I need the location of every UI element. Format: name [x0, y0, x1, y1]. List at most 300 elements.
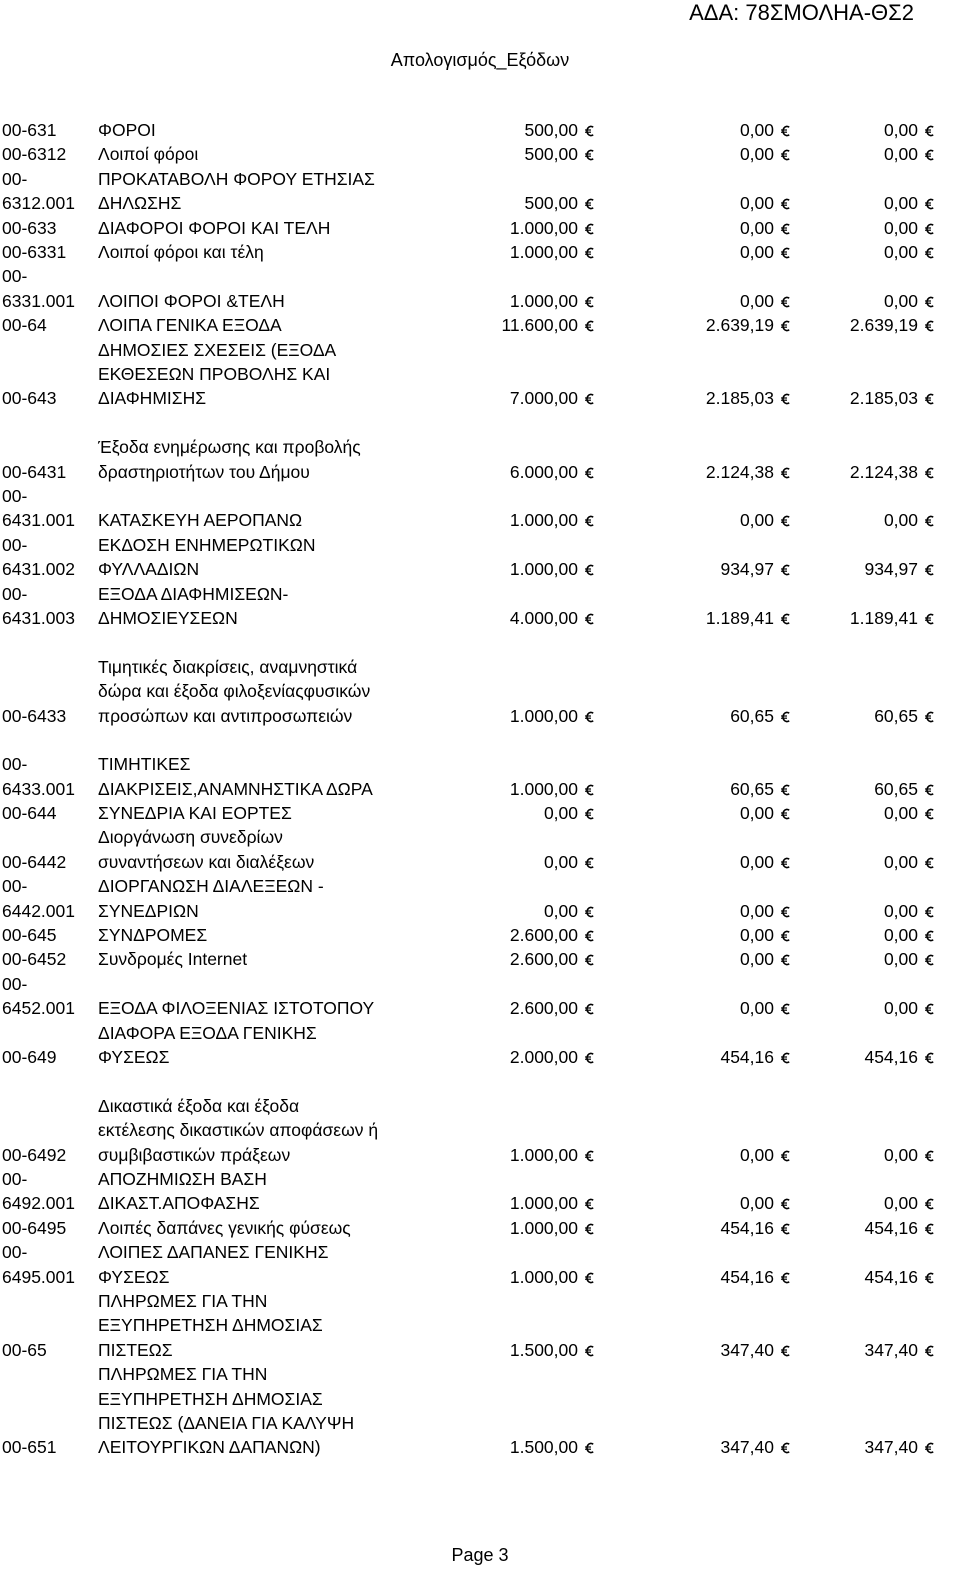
account-code: 00-645 [2, 925, 57, 946]
commitment-amount: 454,16 [720, 1217, 774, 1238]
paid-amount: 454,16 [864, 1047, 918, 1068]
paid-amount-cell [774, 289, 934, 313]
account-description: συναντήσεων και διαλέξεων [98, 851, 315, 872]
commitment-amount-cell [630, 142, 790, 166]
account-code: 00-643 [2, 388, 57, 409]
commitment-amount: 0,00 [739, 241, 774, 262]
euro-sign-icon [925, 217, 934, 229]
paid-amount: 0,00 [883, 120, 918, 140]
budget-amount-cell [434, 557, 594, 581]
paid-amount: 0,00 [883, 803, 918, 824]
euro-sign-icon [585, 217, 594, 229]
euro-sign-icon [925, 900, 934, 912]
table-row [0, 142, 960, 166]
commitment-amount-cell [630, 313, 790, 337]
budget-amount: 2.600,00 [509, 998, 578, 1019]
budget-amount: 1.000,00 [509, 217, 578, 238]
budget-amount-cell [434, 1191, 594, 1215]
account-description: Τιμητικές διακρίσεις, αναμνηστικά [98, 656, 358, 677]
account-description: ΛΟΙΠΟΙ ΦΟΡΟΙ &ΤΕΛΗ [98, 290, 285, 311]
commitment-amount-cell [630, 240, 790, 264]
euro-sign-icon [585, 1266, 594, 1278]
euro-sign-icon [925, 558, 934, 570]
commitment-amount-cell [630, 289, 790, 313]
table-row [0, 972, 960, 1021]
budget-amount: 0,00 [543, 851, 578, 872]
euro-sign-icon [585, 948, 594, 960]
table-row [0, 874, 960, 923]
commitment-amount-cell [630, 1265, 790, 1289]
account-description: ΛΟΙΠΑ ΓΕΝΙΚΑ ΕΞΟΔΑ [98, 315, 282, 336]
commitment-amount: 0,00 [739, 193, 774, 214]
budget-amount: 2.600,00 [509, 925, 578, 946]
commitment-amount-cell [630, 1045, 790, 1069]
commitment-amount-cell [630, 923, 790, 947]
paid-amount-cell [774, 313, 934, 337]
budget-amount: 500,00 [524, 144, 578, 165]
account-description: ΕΞΥΠΗΡΕΤΗΣΗ ΔΗΜΟΣΙΑΣ [98, 1315, 323, 1336]
commitment-amount: 0,00 [739, 1144, 774, 1165]
account-code: 00-6492 [2, 1144, 67, 1165]
budget-amount-cell [434, 996, 594, 1020]
account-description: Συνδρομές Internet [98, 949, 248, 970]
page-title: Απολογισμός_Εξόδων [390, 50, 570, 70]
paid-amount: 2.124,38 [849, 461, 918, 482]
paid-amount: 0,00 [883, 217, 918, 238]
budget-amount: 1.000,00 [509, 705, 578, 726]
euro-sign-icon [925, 778, 934, 790]
commitment-amount-cell [630, 704, 790, 728]
table-row [0, 484, 960, 533]
account-description: ΦΟΡΟΙ [98, 120, 156, 140]
euro-sign-icon [925, 802, 934, 814]
euro-sign-icon [925, 290, 934, 302]
budget-amount: 1.000,00 [509, 1217, 578, 1238]
table-row [0, 216, 960, 240]
account-code: 00-64 [2, 315, 47, 336]
paid-amount: 0,00 [883, 193, 918, 214]
paid-amount: 0,00 [883, 851, 918, 872]
paid-amount-cell [774, 191, 934, 215]
table-row [0, 923, 960, 947]
budget-amount: 1.000,00 [509, 1266, 578, 1287]
account-code: 6431.003 [2, 607, 75, 628]
commitment-amount-cell [630, 557, 790, 581]
commitment-amount-cell [630, 460, 790, 484]
budget-amount: 1.500,00 [509, 1339, 578, 1360]
commitment-amount-cell [630, 996, 790, 1020]
paid-amount-cell [774, 508, 934, 532]
account-description: ΛΟΙΠΕΣ ΔΑΠΑΝΕΣ ΓΕΝΙΚΗΣ [98, 1242, 329, 1263]
account-code: 00- [2, 754, 28, 775]
euro-sign-icon [585, 607, 594, 619]
euro-sign-icon [925, 1217, 934, 1229]
euro-sign-icon [585, 997, 594, 1009]
paid-amount-cell [774, 1338, 934, 1362]
paid-amount: 0,00 [883, 1144, 918, 1165]
account-description: ΚΑΤΑΣΚΕΥΗ ΑΕΡΟΠΑΝΩ [98, 510, 303, 531]
account-description: ΠΛΗΡΩΜΕΣ ΓΙΑ ΤΗΝ [98, 1291, 268, 1312]
paid-amount-cell [774, 118, 934, 142]
paid-amount: 0,00 [883, 998, 918, 1019]
budget-amount: 1.000,00 [509, 1144, 578, 1165]
account-description: ΣΥΝΔΡΟΜΕΣ [98, 925, 208, 946]
euro-sign-icon [925, 851, 934, 863]
budget-amount-cell [434, 947, 594, 971]
account-description: ΔΗΜΟΣΙΕΥΣΕΩΝ [98, 607, 238, 628]
euro-sign-icon [585, 290, 594, 302]
expense-table [0, 118, 960, 1460]
page-number: Page 3 [451, 1545, 509, 1565]
euro-sign-icon [925, 314, 934, 326]
paid-amount-cell [774, 996, 934, 1020]
table-row [0, 1216, 960, 1240]
euro-sign-icon [925, 387, 934, 399]
account-code: 6431.001 [2, 510, 75, 531]
paid-amount: 0,00 [883, 1193, 918, 1214]
paid-amount-cell [774, 142, 934, 166]
account-code: 00-649 [2, 1047, 57, 1068]
budget-amount: 1.000,00 [509, 510, 578, 531]
paid-amount: 347,40 [864, 1437, 918, 1458]
account-description: ΠΙΣΤΕΩΣ (ΔΑΝΕΙΑ ΓΙΑ ΚΑΛΥΨΗ [98, 1413, 355, 1434]
commitment-amount-cell [630, 899, 790, 923]
account-description: Δικαστικά έξοδα και έξοδα [98, 1095, 300, 1116]
account-code: 6495.001 [2, 1266, 75, 1287]
paid-amount-cell [774, 1143, 934, 1167]
account-description: Λοιποί φόροι και τέλη [98, 241, 264, 262]
account-description: ΔΙΑΚΡΙΣΕΙΣ,ΑΝΑΜΝΗΣΤΙΚΑ ΔΩΡΑ [98, 778, 373, 799]
table-row [0, 1362, 960, 1460]
commitment-amount: 0,00 [739, 925, 774, 946]
account-description: ΕΞΟΔΑ ΦΙΛΟΞΕΝΙΑΣ ΙΣΤΟΤΟΠΟΥ [98, 998, 375, 1019]
budget-amount-cell [434, 386, 594, 410]
account-description: ΔΗΛΩΣΗΣ [98, 193, 182, 214]
euro-sign-icon [585, 387, 594, 399]
commitment-amount: 0,00 [739, 900, 774, 921]
account-description: προσώπων και αντιπροσωπειών [98, 705, 353, 726]
account-code: 00-6495 [2, 1217, 67, 1238]
euro-sign-icon [585, 1436, 594, 1448]
commitment-amount: 454,16 [720, 1047, 774, 1068]
account-description: ΠΡΟΚΑΤΑΒΟΛΗ ΦΟΡΟΥ ΕΤΗΣΙΑΣ [98, 168, 375, 189]
commitment-amount-cell [630, 118, 790, 142]
paid-amount: 0,00 [883, 241, 918, 262]
budget-amount: 1.500,00 [509, 1437, 578, 1458]
table-row [0, 313, 960, 337]
budget-amount-cell [434, 923, 594, 947]
commitment-amount-cell [630, 1143, 790, 1167]
paid-amount-cell [774, 777, 934, 801]
commitment-amount-cell [630, 947, 790, 971]
commitment-amount: 347,40 [720, 1339, 774, 1360]
paid-amount: 0,00 [883, 510, 918, 531]
paid-amount-cell [774, 947, 934, 971]
paid-amount-cell [774, 1265, 934, 1289]
commitment-amount: 0,00 [739, 851, 774, 872]
budget-amount-cell [434, 1045, 594, 1069]
euro-sign-icon [585, 1339, 594, 1351]
budget-amount: 1.000,00 [509, 778, 578, 799]
table-row [0, 801, 960, 825]
euro-sign-icon [925, 607, 934, 619]
table-row [0, 1069, 960, 1167]
commitment-amount: 60,65 [730, 705, 774, 726]
commitment-amount: 0,00 [739, 1193, 774, 1214]
account-description: Λοιπές δαπάνες γενικής φύσεως [98, 1217, 351, 1238]
commitment-amount-cell [630, 1191, 790, 1215]
commitment-amount: 60,65 [730, 778, 774, 799]
budget-amount-cell [434, 1435, 594, 1459]
budget-amount-cell [434, 1216, 594, 1240]
paid-amount-cell [774, 240, 934, 264]
account-description: ΤΙΜΗΤΙΚΕΣ [98, 754, 191, 775]
account-description: ΔΙΑΦΗΜΙΣΗΣ [98, 388, 207, 409]
paid-amount: 0,00 [883, 144, 918, 165]
budget-amount-cell [434, 508, 594, 532]
euro-sign-icon [585, 192, 594, 204]
account-description: δώρα και έξοδα φιλοξενίαςφυσικών [98, 681, 371, 702]
paid-amount: 454,16 [864, 1266, 918, 1287]
budget-amount: 7.000,00 [509, 388, 578, 409]
euro-sign-icon [585, 509, 594, 521]
paid-amount: 347,40 [864, 1339, 918, 1360]
account-code: 6331.001 [2, 290, 75, 311]
budget-amount-cell [434, 899, 594, 923]
paid-amount-cell [774, 460, 934, 484]
euro-sign-icon [585, 705, 594, 717]
table-row [0, 825, 960, 874]
account-code: 00-644 [2, 803, 57, 824]
account-description: ΛΕΙΤΟΥΡΓΙΚΩΝ ΔΑΠΑΝΩΝ) [98, 1437, 321, 1458]
paid-amount: 0,00 [883, 949, 918, 970]
euro-sign-icon [925, 1266, 934, 1278]
commitment-amount: 0,00 [739, 510, 774, 531]
budget-amount-cell [434, 240, 594, 264]
euro-sign-icon [585, 314, 594, 326]
euro-sign-icon [925, 1192, 934, 1204]
budget-amount-cell [434, 313, 594, 337]
paid-amount-cell [774, 899, 934, 923]
account-description: ΣΥΝΕΔΡΙΩΝ [98, 900, 199, 921]
commitment-amount: 2.185,03 [705, 388, 774, 409]
account-code: 00-6312 [2, 144, 67, 165]
commitment-amount-cell [630, 386, 790, 410]
budget-amount-cell [434, 460, 594, 484]
euro-sign-icon [585, 241, 594, 253]
budget-amount-cell [434, 606, 594, 630]
account-code: 00- [2, 1169, 28, 1190]
paid-amount-cell [774, 704, 934, 728]
commitment-amount-cell [630, 1435, 790, 1459]
commitment-amount: 2.639,19 [705, 315, 774, 336]
account-code: 00- [2, 266, 28, 287]
paid-amount-cell [774, 606, 934, 630]
euro-sign-icon [585, 1144, 594, 1156]
commitment-amount: 2.124,38 [705, 461, 774, 482]
euro-sign-icon [585, 1192, 594, 1204]
table-row [0, 630, 960, 728]
paid-amount-cell [774, 216, 934, 240]
table-row [0, 118, 960, 142]
table-row [0, 240, 960, 264]
account-description: εκτέλεσης δικαστικών αποφάσεων ή [98, 1120, 379, 1141]
account-code: 6442.001 [2, 900, 75, 921]
budget-amount: 0,00 [543, 803, 578, 824]
table-row [0, 1289, 960, 1362]
account-code: 00-651 [2, 1437, 57, 1458]
account-description: ΔΙΑΦΟΡΑ ΕΞΟΔΑ ΓΕΝΙΚΗΣ [98, 1022, 317, 1043]
account-code: 00-6431 [2, 461, 67, 482]
account-description: ΦΥΣΕΩΣ [98, 1266, 170, 1287]
commitment-amount-cell [630, 850, 790, 874]
budget-amount-cell [434, 142, 594, 166]
euro-sign-icon [585, 558, 594, 570]
euro-sign-icon [925, 192, 934, 204]
commitment-amount-cell [630, 1216, 790, 1240]
account-description: ΣΥΝΕΔΡΙΑ ΚΑΙ ΕΟΡΤΕΣ [98, 803, 292, 824]
account-code: 00- [2, 583, 28, 604]
euro-sign-icon [585, 143, 594, 155]
account-code: 6433.001 [2, 778, 75, 799]
table-row [0, 947, 960, 971]
paid-amount: 934,97 [864, 559, 918, 580]
euro-sign-icon [925, 1436, 934, 1448]
account-description: ΦΥΣΕΩΣ [98, 1047, 170, 1068]
account-description: ΕΞΥΠΗΡΕΤΗΣΗ ΔΗΜΟΣΙΑΣ [98, 1388, 323, 1409]
budget-amount: 500,00 [524, 120, 578, 140]
account-code: 00-6331 [2, 241, 67, 262]
commitment-amount-cell [630, 191, 790, 215]
euro-sign-icon [585, 1217, 594, 1229]
budget-amount: 2.600,00 [509, 949, 578, 970]
account-description: ΔΙΚΑΣΤ.ΑΠΟΦΑΣΗΣ [98, 1193, 260, 1214]
table-row [0, 411, 960, 484]
commitment-amount: 347,40 [720, 1437, 774, 1458]
paid-amount: 2.639,19 [849, 315, 918, 336]
commitment-amount-cell [630, 801, 790, 825]
paid-amount-cell [774, 850, 934, 874]
account-code: 00- [2, 534, 28, 555]
budget-amount-cell [434, 1338, 594, 1362]
commitment-amount-cell [630, 216, 790, 240]
table-row [0, 533, 960, 582]
account-description: Λοιποί φόροι [98, 144, 199, 165]
euro-sign-icon [585, 924, 594, 936]
account-code: 6452.001 [2, 998, 75, 1019]
budget-amount-cell [434, 216, 594, 240]
budget-amount-cell [434, 1143, 594, 1167]
budget-amount-cell [434, 118, 594, 142]
paid-amount-cell [774, 1216, 934, 1240]
commitment-amount-cell [630, 1338, 790, 1362]
paid-amount-cell [774, 1435, 934, 1459]
commitment-amount: 934,97 [720, 559, 774, 580]
account-description: Έξοδα ενημέρωσης και προβολής [98, 437, 361, 458]
budget-amount-cell [434, 801, 594, 825]
account-description: ΠΙΣΤΕΩΣ [98, 1339, 173, 1360]
account-description: ΔΙΟΡΓΑΝΩΣΗ ΔΙΑΛΕΞΕΩΝ - [98, 876, 324, 897]
table-row [0, 1240, 960, 1289]
paid-amount: 454,16 [864, 1217, 918, 1238]
budget-amount-cell [434, 777, 594, 801]
budget-amount: 1.000,00 [509, 241, 578, 262]
commitment-amount-cell [630, 606, 790, 630]
commitment-amount-cell [630, 508, 790, 532]
paid-amount: 60,65 [874, 778, 918, 799]
table-row [0, 338, 960, 411]
euro-sign-icon [925, 1046, 934, 1058]
euro-sign-icon [585, 461, 594, 473]
euro-sign-icon [585, 1046, 594, 1058]
account-code: 00-6442 [2, 851, 67, 872]
account-description: ΔΙΑΦΟΡΟΙ ΦΟΡΟΙ ΚΑΙ ΤΕΛΗ [98, 217, 331, 238]
budget-amount: 0,00 [543, 900, 578, 921]
euro-sign-icon [585, 802, 594, 814]
euro-sign-icon [925, 461, 934, 473]
euro-sign-icon [585, 119, 594, 131]
euro-sign-icon [585, 851, 594, 863]
account-code: 00- [2, 1242, 28, 1263]
budget-amount: 1.000,00 [509, 559, 578, 580]
account-code: 00-65 [2, 1339, 47, 1360]
account-code: 00-633 [2, 217, 57, 238]
budget-amount-cell [434, 191, 594, 215]
table-row [0, 264, 960, 313]
euro-sign-icon [925, 143, 934, 155]
account-code: 6312.001 [2, 193, 75, 214]
commitment-amount: 0,00 [739, 120, 774, 140]
account-description: ΑΠΟΖΗΜΙΩΣΗ ΒΑΣΗ [98, 1169, 267, 1190]
account-code: 00-6433 [2, 705, 67, 726]
budget-amount: 2.000,00 [509, 1047, 578, 1068]
paid-amount: 2.185,03 [849, 388, 918, 409]
budget-amount-cell [434, 704, 594, 728]
account-code: 00- [2, 485, 28, 506]
account-description: ΕΞΟΔΑ ΔΙΑΦΗΜΙΣΕΩΝ- [98, 583, 289, 604]
paid-amount-cell [774, 1045, 934, 1069]
commitment-amount: 0,00 [739, 803, 774, 824]
account-code: 00-631 [2, 120, 57, 140]
budget-amount: 6.000,00 [509, 461, 578, 482]
euro-sign-icon [925, 119, 934, 131]
account-description: δραστηριοτήτων του Δήμου [98, 461, 310, 482]
paid-amount: 1.189,41 [849, 607, 918, 628]
account-description: Διοργάνωση συνεδρίων [98, 827, 283, 848]
account-description: ΕΚΔΟΣΗ ΕΝΗΜΕΡΩΤΙΚΩΝ [98, 534, 316, 555]
budget-amount-cell [434, 850, 594, 874]
account-code: 6431.002 [2, 559, 75, 580]
euro-sign-icon [585, 778, 594, 790]
account-description: ΕΚΘΕΣΕΩΝ ΠΡΟΒΟΛΗΣ ΚΑΙ [98, 363, 331, 384]
budget-amount: 1.000,00 [509, 1193, 578, 1214]
commitment-amount: 0,00 [739, 290, 774, 311]
euro-sign-icon [925, 948, 934, 960]
ada-code: ΑΔΑ: 78ΣΜΟΛΗΑ-ΘΣ2 [689, 0, 914, 25]
budget-amount-cell [434, 289, 594, 313]
table-row [0, 728, 960, 801]
table-row [0, 167, 960, 216]
paid-amount: 0,00 [883, 290, 918, 311]
commitment-amount: 454,16 [720, 1266, 774, 1287]
commitment-amount: 0,00 [739, 144, 774, 165]
commitment-amount: 0,00 [739, 217, 774, 238]
euro-sign-icon [585, 900, 594, 912]
account-code: 6492.001 [2, 1193, 75, 1214]
account-description: ΦΥΛΛΑΔΙΩΝ [98, 559, 200, 580]
account-description: ΔΗΜΟΣΙΕΣ ΣΧΕΣΕΙΣ (ΕΞΟΔΑ [98, 339, 337, 360]
commitment-amount: 0,00 [739, 998, 774, 1019]
